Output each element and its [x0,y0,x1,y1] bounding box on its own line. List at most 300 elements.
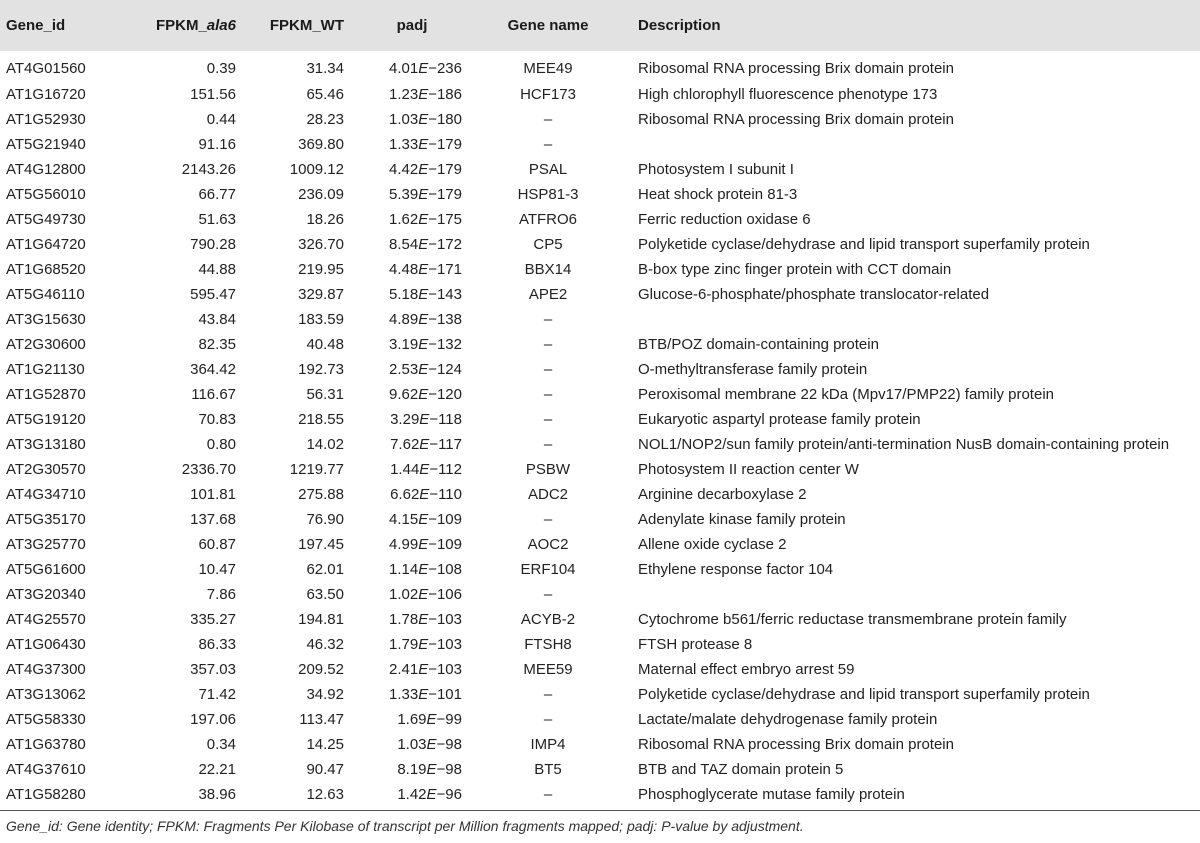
cell-padj [344,257,462,282]
padj-mantissa: 1.02 [388,586,419,603]
padj-exponent: −106 [428,586,462,603]
table-row [0,507,1200,532]
padj-exponent: −179 [428,161,462,178]
cell-description: B-box type zinc finger protein with CCT domain [638,261,952,278]
padj-exponent: −101 [428,686,462,703]
cell-fpkm-ala6: 137.68 [190,511,236,528]
padj-exponent: −236 [428,59,462,77]
cell-gene-id: AT3G15630 [6,311,86,328]
cell-gene-name: – [543,436,553,453]
cell-fpkm-ala6: 0.80 [206,436,236,453]
cell-fpkm-wt: 1219.77 [289,461,344,478]
padj-exponent-symbol: E [418,336,429,353]
cell-padj [344,207,462,232]
cell-fpkm-ala6: 82.35 [198,336,236,353]
padj-mantissa: 8.19 [397,761,427,778]
cell-description: Arginine decarboxylase 2 [638,486,807,503]
cell-description: Ribosomal RNA processing Brix domain protein [638,736,954,753]
table-row [0,232,1200,257]
padj-exponent: −175 [428,211,462,228]
table-row [0,482,1200,507]
padj-mantissa: 1.79 [388,636,419,653]
cell-fpkm-wt: 219.95 [298,261,344,278]
cell-padj [344,182,462,207]
cell-fpkm-ala6: 116.67 [191,386,236,403]
padj-mantissa: 4.48 [388,261,419,278]
cell-fpkm-ala6: 60.87 [198,536,236,553]
cell-description: FTSH protease 8 [638,636,753,653]
padj-mantissa: 8.54 [388,236,419,253]
padj-exponent-symbol: E [418,261,429,278]
padj-exponent: −118 [429,411,462,428]
cell-gene-id: AT2G30600 [6,336,86,353]
cell-gene-name: MEE59 [523,661,573,678]
header-fpkm-ala6 [126,0,236,51]
table-header [0,0,1200,51]
cell-gene-id: AT5G46110 [6,286,85,303]
cell-description: Phosphoglycerate mutase family protein [638,786,905,803]
cell-description: Glucose-6-phosphate/phosphate translocator-related [638,286,990,303]
cell-gene-name: – [543,586,553,603]
cell-gene-id: AT1G58280 [6,786,86,803]
padj-exponent-symbol: E [419,436,430,453]
cell-padj [344,82,462,107]
padj-exponent-symbol: E [418,386,429,403]
cell-gene-name: ADC2 [527,486,568,503]
cell-fpkm-wt: 63.50 [306,586,344,603]
cell-fpkm-ala6: 44.88 [198,261,236,278]
cell-description: Ribosomal RNA processing Brix domain protein [638,59,954,77]
cell-gene-name: PSBW [525,461,571,478]
cell-gene-id: AT5G49730 [6,211,86,228]
padj-exponent-symbol: E [426,761,437,778]
cell-padj [344,607,462,632]
cell-fpkm-wt: 192.73 [298,361,344,378]
table-row [0,257,1200,282]
padj-mantissa: 4.42 [388,161,419,178]
table-row [0,282,1200,307]
cell-gene-id: AT2G30570 [6,461,86,478]
cell-gene-id: AT5G35170 [6,511,86,528]
header-row [0,0,1200,51]
cell-description: Photosystem II reaction center W [638,461,859,478]
table-row [0,407,1200,432]
table-row [0,557,1200,582]
padj-exponent: −98 [436,736,462,753]
cell-gene-name: – [543,711,553,728]
padj-mantissa: 4.89 [388,311,419,328]
cell-padj [344,582,462,607]
padj-exponent: −124 [428,361,462,378]
cell-fpkm-ala6: 151.56 [190,86,236,103]
padj-mantissa: 1.69 [397,711,427,728]
cell-padj [344,382,462,407]
padj-exponent: −180 [428,111,462,128]
cell-fpkm-wt: 194.81 [298,611,344,628]
cell-padj [344,707,462,732]
cell-gene-name: BBX14 [524,261,572,278]
cell-fpkm-ala6: 66.77 [198,186,236,203]
cell-gene-id: AT4G37610 [6,761,86,778]
cell-fpkm-wt: 218.55 [298,411,344,428]
table-row [0,782,1200,807]
cell-padj [344,457,462,482]
cell-gene-name: – [543,361,553,378]
cell-fpkm-wt: 209.52 [298,661,344,678]
cell-fpkm-ala6: 790.28 [190,236,236,253]
cell-gene-id: AT1G68520 [6,261,86,278]
cell-gene-name: AOC2 [527,536,569,553]
cell-fpkm-wt: 76.90 [306,511,344,528]
cell-gene-name: IMP4 [530,736,566,753]
padj-exponent-symbol: E [418,186,429,203]
padj-mantissa: 1.23 [388,86,419,103]
table-row [0,607,1200,632]
cell-description: Eukaryotic aspartyl protease family protein [638,411,921,428]
cell-gene-name: – [543,311,553,328]
padj-exponent-symbol: E [418,536,429,553]
table-row [0,132,1200,157]
padj-exponent-symbol: E [418,286,429,303]
cell-padj [344,557,462,582]
padj-exponent: −110 [429,486,462,503]
cell-fpkm-wt: 28.23 [306,111,344,128]
header-padj: padj [344,0,462,51]
cell-description [634,582,1200,607]
cell-gene-name: – [543,786,553,803]
padj-exponent-symbol: E [419,486,430,503]
cell-padj [344,732,462,757]
padj-exponent: −186 [428,86,462,103]
table-row [0,757,1200,782]
padj-exponent: −112 [429,461,462,478]
cell-fpkm-ala6: 595.47 [190,286,236,303]
cell-fpkm-wt: 14.02 [306,436,344,453]
padj-mantissa: 1.78 [388,611,419,628]
padj-exponent: −117 [429,436,462,453]
cell-fpkm-wt: 183.59 [298,311,344,328]
cell-fpkm-wt: 46.32 [306,636,344,653]
cell-padj [344,132,462,157]
cell-description [634,132,1200,157]
cell-gene-name: ERF104 [520,561,576,578]
padj-exponent-symbol: E [418,161,429,178]
table-row [0,732,1200,757]
cell-gene-id: AT1G52870 [6,386,86,403]
cell-gene-id: AT5G61600 [6,561,86,578]
table-row [0,532,1200,557]
cell-fpkm-ala6: 101.81 [190,486,236,503]
cell-description: Photosystem I subunit I [638,161,794,178]
cell-padj [344,657,462,682]
padj-exponent-symbol: E [418,561,429,578]
cell-description: Polyketide cyclase/dehydrase and lipid transport superfamily protein [638,236,1090,253]
cell-padj [344,107,462,132]
cell-description: Peroxisomal membrane 22 kDa (Mpv17/PMP22) family protein [638,386,1054,403]
cell-gene-name: CP5 [533,236,563,253]
padj-exponent-symbol: E [418,511,429,528]
padj-mantissa: 1.03 [388,111,419,128]
padj-mantissa: 7.62 [390,436,420,453]
cell-fpkm-wt: 236.09 [298,186,344,203]
padj-exponent: −171 [428,261,462,278]
cell-padj [344,332,462,357]
padj-mantissa: 1.33 [388,686,419,703]
cell-gene-name: ATFRO6 [518,211,578,228]
padj-exponent: −109 [428,536,462,553]
table-row [0,582,1200,607]
cell-gene-id: AT4G25570 [6,611,86,628]
cell-fpkm-ala6: 22.21 [198,761,236,778]
cell-gene-id: AT3G13180 [6,436,86,453]
padj-exponent: −120 [428,386,462,403]
cell-gene-name: – [543,411,553,428]
cell-gene-id: AT4G34710 [6,486,86,503]
cell-fpkm-wt: 369.80 [298,136,344,153]
table-row [0,332,1200,357]
cell-padj [344,282,462,307]
cell-gene-id: AT5G58330 [6,711,86,728]
cell-fpkm-ala6: 197.06 [190,711,236,728]
padj-exponent: −103 [428,661,462,678]
cell-padj [344,757,462,782]
cell-gene-id: AT4G37300 [6,661,86,678]
cell-fpkm-wt: 18.26 [306,211,344,228]
cell-gene-id: AT3G25770 [6,536,86,553]
cell-gene-id: AT3G20340 [6,586,86,603]
padj-exponent-symbol: E [418,136,429,153]
padj-exponent: −99 [436,711,462,728]
table-row [0,657,1200,682]
cell-fpkm-ala6: 10.47 [198,561,236,578]
padj-exponent-symbol: E [418,686,429,703]
table-row [0,207,1200,232]
cell-description: Ferric reduction oxidase 6 [638,211,811,228]
cell-gene-name: – [543,511,553,528]
table-row [0,182,1200,207]
cell-fpkm-wt: 1009.12 [289,161,344,178]
padj-exponent: −172 [428,236,462,253]
cell-fpkm-wt: 329.87 [298,286,344,303]
cell-gene-id: AT1G16720 [6,86,86,103]
cell-fpkm-ala6: 0.44 [206,111,236,128]
padj-exponent-symbol: E [426,786,437,803]
cell-fpkm-wt: 275.88 [298,486,344,503]
table-body [0,51,1200,807]
cell-padj [344,157,462,182]
padj-exponent-symbol: E [418,361,429,378]
padj-exponent-symbol: E [418,636,429,653]
cell-description: Allene oxide cyclase 2 [638,536,787,553]
cell-fpkm-ala6: 0.39 [206,59,236,77]
cell-gene-id: AT5G56010 [6,186,86,203]
padj-mantissa: 5.39 [388,186,419,203]
cell-padj [344,507,462,532]
padj-mantissa: 2.53 [388,361,419,378]
cell-fpkm-ala6: 38.96 [198,786,236,803]
cell-fpkm-ala6: 71.42 [198,686,236,703]
padj-mantissa: 4.01 [388,59,419,77]
cell-gene-name: MEE49 [523,59,573,77]
cell-gene-name: – [543,686,553,703]
padj-mantissa: 4.15 [388,511,419,528]
cell-fpkm-wt: 90.47 [306,761,344,778]
padj-mantissa: 1.14 [388,561,419,578]
cell-description: Heat shock protein 81-3 [638,186,798,203]
table-row [0,51,1200,82]
cell-description: Maternal effect embryo arrest 59 [638,661,855,678]
table-footnote: Gene_id: Gene identity; FPKM: Fragments Per Kilobase of transcript per Million fragments mapped; padj: P-value by adjustment. [6,818,804,834]
cell-fpkm-ala6: 70.83 [198,411,236,428]
padj-exponent-symbol: E [426,736,437,753]
padj-exponent: −179 [428,186,462,203]
header-description: Description [634,0,1200,51]
cell-description: Polyketide cyclase/dehydrase and lipid transport superfamily protein [638,686,1090,703]
table-row [0,307,1200,332]
padj-mantissa: 1.62 [388,211,419,228]
cell-gene-name: BT5 [534,761,562,778]
padj-exponent: −138 [428,311,462,328]
padj-exponent: −96 [436,786,462,803]
padj-exponent-symbol: E [419,411,430,428]
cell-fpkm-wt: 65.46 [306,86,344,103]
cell-gene-id: AT5G19120 [6,411,86,428]
cell-fpkm-ala6: 0.34 [206,736,236,753]
padj-mantissa: 1.03 [397,736,427,753]
padj-mantissa: 9.62 [388,386,419,403]
padj-mantissa: 1.42 [397,786,427,803]
header-gene-name: Gene name [462,0,634,51]
table-row [0,82,1200,107]
cell-fpkm-ala6: 2143.26 [181,161,236,178]
padj-exponent-symbol: E [418,311,429,328]
cell-gene-name: APE2 [528,286,568,303]
cell-fpkm-ala6: 357.03 [190,661,236,678]
cell-gene-name: – [543,111,553,128]
padj-exponent: −143 [428,286,462,303]
table-row [0,382,1200,407]
cell-fpkm-wt: 34.92 [306,686,344,703]
cell-padj [344,407,462,432]
cell-fpkm-wt: 40.48 [306,336,344,353]
cell-description [634,307,1200,332]
padj-mantissa: 6.62 [390,486,420,503]
cell-gene-id: AT4G12800 [6,161,86,178]
table-row [0,157,1200,182]
table-row [0,107,1200,132]
header-fpkm-ala6-italic: ala6 [206,17,236,34]
header-fpkm-wt: FPKM_WT [236,0,344,51]
table-row [0,457,1200,482]
cell-description: Ethylene response factor 104 [638,561,834,578]
padj-exponent-symbol: E [418,211,429,228]
padj-exponent-symbol: E [418,111,429,128]
padj-mantissa: 1.33 [388,136,419,153]
padj-exponent-symbol: E [418,86,429,103]
cell-description: NOL1/NOP2/sun family protein/anti-termination NusB domain-containing protein [638,436,1170,453]
cell-gene-name: FTSH8 [524,636,572,653]
cell-padj [344,307,462,332]
cell-fpkm-wt: 31.34 [306,59,344,77]
cell-description: Cytochrome b561/ferric reductase transmembrane protein family [638,611,1067,628]
cell-gene-id: AT1G21130 [6,361,85,378]
padj-exponent: −103 [428,636,462,653]
table-row [0,682,1200,707]
cell-gene-id: AT1G06430 [6,636,86,653]
cell-padj [344,782,462,807]
cell-fpkm-ala6: 7.86 [206,586,236,603]
cell-gene-name: PSAL [528,161,568,178]
cell-description: Ribosomal RNA processing Brix domain protein [638,111,954,128]
padj-mantissa: 2.41 [388,661,419,678]
padj-exponent-symbol: E [426,711,437,728]
cell-fpkm-wt: 14.25 [306,736,344,753]
table-row [0,432,1200,457]
cell-padj [344,482,462,507]
padj-exponent: −108 [428,561,462,578]
table-bottom-rule [0,810,1200,811]
cell-padj [344,432,462,457]
cell-padj [344,357,462,382]
cell-description: Adenylate kinase family protein [638,511,846,528]
header-fpkm-ala6-prefix: FPKM_ [155,17,207,34]
padj-exponent: −132 [428,336,462,353]
cell-gene-name: – [543,136,553,153]
padj-mantissa: 4.99 [388,536,419,553]
cell-fpkm-ala6: 364.42 [190,361,236,378]
cell-description: BTB and TAZ domain protein 5 [638,761,844,778]
cell-fpkm-wt: 12.63 [306,786,344,803]
cell-gene-id: AT1G64720 [6,236,86,253]
cell-padj [344,232,462,257]
cell-padj [344,632,462,657]
cell-gene-id: AT4G01560 [6,59,86,77]
padj-mantissa: 5.18 [388,286,419,303]
cell-gene-id: AT3G13062 [6,686,86,703]
padj-exponent-symbol: E [418,586,429,603]
cell-fpkm-wt: 56.31 [306,386,344,403]
cell-fpkm-ala6: 2336.70 [181,461,236,478]
cell-gene-name: HSP81-3 [517,186,579,203]
padj-mantissa: 3.29 [390,411,420,428]
cell-description: BTB/POZ domain-containing protein [638,336,879,353]
cell-gene-name: – [543,336,553,353]
table-row [0,707,1200,732]
cell-gene-name: HCF173 [520,86,576,103]
cell-padj [344,682,462,707]
padj-mantissa: 3.19 [388,336,419,353]
cell-description: High chlorophyll fluorescence phenotype 173 [638,86,938,103]
padj-exponent-symbol: E [419,461,430,478]
header-gene-id: Gene_id [0,0,126,51]
cell-gene-id: AT1G52930 [6,111,86,128]
cell-fpkm-wt: 113.47 [299,711,344,728]
padj-exponent: −179 [428,136,462,153]
table-row [0,357,1200,382]
cell-gene-id: AT1G63780 [6,736,86,753]
cell-padj [344,532,462,557]
cell-gene-name: ACYB-2 [520,611,576,628]
padj-exponent: −103 [428,611,462,628]
cell-fpkm-ala6: 86.33 [198,636,236,653]
padj-exponent: −109 [428,511,462,528]
cell-fpkm-ala6: 51.63 [198,211,236,228]
cell-description: Lactate/malate dehydrogenase family protein [638,711,938,728]
padj-exponent-symbol: E [418,59,429,77]
cell-fpkm-wt: 62.01 [306,561,344,578]
padj-exponent-symbol: E [418,236,429,253]
padj-exponent-symbol: E [418,611,429,628]
